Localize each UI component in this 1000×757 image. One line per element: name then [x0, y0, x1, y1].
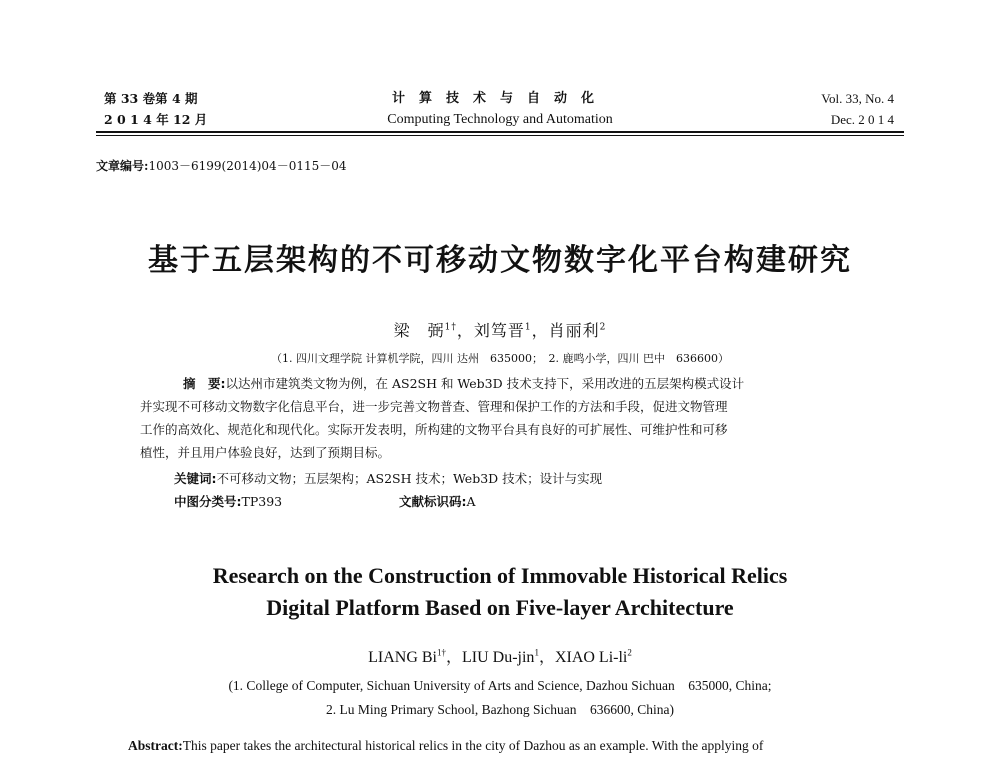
affiliation-en-line-1: (1. College of Computer, Sichuan University of Arts and Science, Dazhou Sichuan 635000, China;: [228, 678, 772, 693]
abstract-cn-line-1: [183, 374, 744, 392]
author-cn-3-sup: 2: [599, 322, 607, 333]
issue-date: 2 0 1 4 年 12 月: [104, 112, 208, 127]
keywords-cn: [174, 469, 602, 487]
journal-volume-info-en: [821, 88, 894, 130]
author-cn-2: ，刘笃晋: [456, 321, 525, 340]
header-rule-thick: [96, 131, 904, 133]
author-en-3: ，XIAO Li-li: [538, 649, 628, 666]
author-cn-3: ，肖丽利: [531, 321, 600, 340]
volume-issue-en: Vol. 33, No. 4: [821, 91, 894, 106]
volume-issue: 第 33 卷第 4 期: [104, 91, 198, 106]
author-en-2-sup: 1: [534, 647, 539, 658]
journal-name-en: Computing Technology and Automation: [387, 112, 613, 127]
abstract-cn-text-1: 以达州市建筑类文物为例，在 AS2SH 和 Web3D 技术支持下，采用改进的五层架构模式设计: [225, 376, 745, 391]
affiliation-en-line-2: 2. Lu Ming Primary School, Bazhong Sichuan 636600, China): [326, 702, 674, 717]
author-en-1-sup: 1†: [437, 647, 446, 658]
journal-volume-info: [104, 88, 207, 130]
article-number-value: 1003－6199(2014)04－0115－04: [148, 159, 347, 173]
classification-label: 中图分类号:: [174, 494, 242, 509]
author-cn-2-sup: 1: [524, 322, 532, 333]
keywords-cn-value: 不可移动文物；五层架构；AS2SH 技术；Web3D 技术；设计与实现: [216, 471, 603, 486]
author-en-2: ，LIU Du-jin: [446, 649, 535, 666]
paper-title-en-line-1: Research on the Construction of Immovable Historical Relics: [212, 563, 788, 588]
article-number-label: 文章编号:: [96, 159, 149, 173]
author-en-1: LIANG Bi: [368, 649, 437, 666]
journal-name: [300, 88, 700, 130]
classification-value: TP393: [241, 494, 283, 509]
abstract-en-label: Abstract:: [128, 738, 183, 753]
paper-title-en: [0, 560, 1000, 624]
document-code-value: A: [466, 494, 476, 509]
abstract-cn-label: 摘 要:: [183, 376, 226, 391]
authors-en: [0, 644, 1000, 667]
author-cn-1: 梁 弼: [393, 321, 445, 340]
paper-title-cn: 基于五层架构的不可移动文物数字化平台构建研究: [148, 243, 852, 278]
document-code-label: 文献标识码:: [399, 494, 467, 509]
article-number: [96, 157, 347, 174]
journal-name-cn: 计算技术与自动化: [391, 91, 608, 106]
keywords-cn-label: 关键词:: [174, 471, 217, 486]
classification-number: [174, 492, 282, 510]
issue-date-en: Dec. 2 0 1 4: [830, 112, 894, 127]
abstract-cn-line-3: 工作的高效化、规范化和现代化。实际开发表明，所构建的文物平台具有良好的可扩展性、可维护性和可移: [140, 422, 728, 437]
authors-cn: [0, 318, 1000, 341]
paper-title-en-line-2: Digital Platform Based on Five-layer Architecture: [266, 595, 734, 620]
author-cn-1-sup: 1†: [444, 322, 457, 333]
abstract-cn-line-2: 并实现不可移动文物数字化信息平台，进一步完善文物普查、管理和保护工作的方法和手段，促进文物管理: [140, 399, 728, 414]
author-en-3-sup: 2: [627, 647, 632, 658]
header-rule-thin: [96, 135, 904, 136]
abstract-en-line-1: [128, 738, 763, 754]
abstract-cn-line-4: 植性，并且用户体验良好，达到了预期目标。: [140, 445, 391, 460]
abstract-en-text-1: This paper takes the architectural historical relics in the city of Dazhou as an example. With the applying of: [182, 738, 764, 753]
affiliation-cn: （1. 四川文理学院 计算机学院，四川 达州 635000； 2. 鹿鸣小学，四川 巴中 636600）: [271, 352, 729, 365]
document-code: [399, 492, 476, 510]
